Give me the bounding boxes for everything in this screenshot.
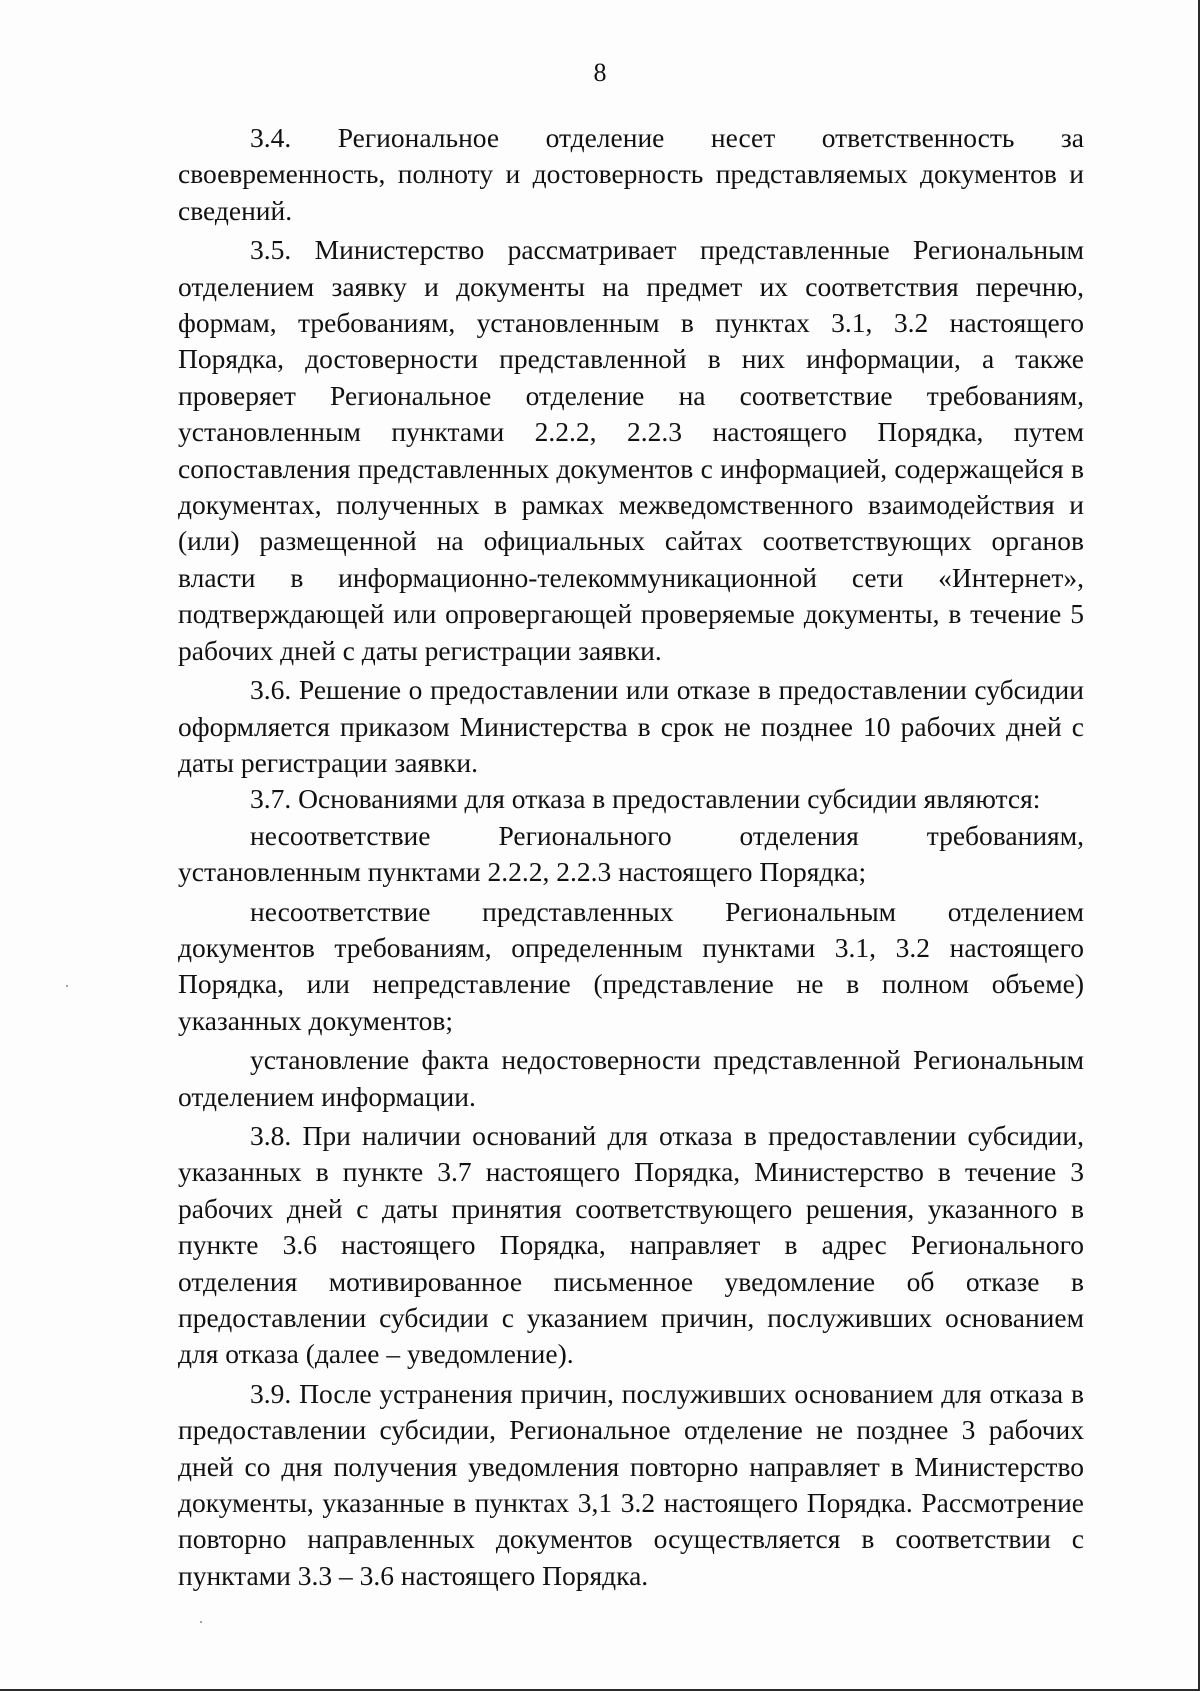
paragraph-3-5: 3.5. Министерство рассматривает представленные Региональным отделением заявку и документы на предмет их соответствия перечню, формам, требованиям, установленным в пунктах 3.1, 3.2 настоящего Порядка, достоверности представленной в них информации, а также проверяет Региональное отделение на соответствие требованиям, установленным пунктами 2.2.2, 2.2.3 настоящего Порядка, путем сопоставления представленных документов с информацией, содержащейся в документах, полученных в рамках межведомственного взаимодействия и (или) размещенной на официальных сайтах соответствующих органов власти в информационно-телекоммуникационной сети «Интернет», подтверждающей или опровергающей проверяемые документы, в течение 5 рабочих дней с даты регистрации заявки.	[178, 234, 1084, 666]
document-body	[178, 120, 1084, 1594]
paragraph-3-6: 3.6. Решение о предоставлении или отказе в предоставлении субсидии оформляется приказом Министерства в срок не позднее 10 рабочих дней с даты регистрации заявки.	[178, 674, 1084, 778]
paragraph-3-7-item-2: несоответствие представленных Региональным отделением документов требованиям, определенным пунктами 3.1, 3.2 настоящего Порядка, или непредставление (представление не в полном объеме) указанных документов;	[178, 895, 1084, 1036]
paragraph-3-7-item-3: установление факта недостоверности представленной Региональным отделением информации.	[178, 1044, 1084, 1112]
paragraph-3-7: 3.7. Основаниями для отказа в предоставлении субсидии являются:	[250, 783, 1041, 815]
scan-speck	[200, 1621, 202, 1623]
scan-speck	[66, 985, 68, 987]
paragraph-3-4: 3.4. Региональное отделение несет ответственность за своевременность, полноту и достоверность представляемых документов и сведений.	[178, 122, 1084, 226]
paragraph-3-8: 3.8. При наличии оснований для отказа в предоставлении субсидии, указанных в пункте 3.7 настоящего Порядка, Министерство в течение 3 рабочих дней с даты принятия соответствующего решения, указанного в пункте 3.6 настоящего Порядка, направляет в адрес Регионального отделения мотивированное письменное уведомление об отказе в предоставлении субсидии с указанием причин, послуживших основанием для отказа (далее – уведомление).	[178, 1119, 1084, 1370]
page-number: 8	[593, 58, 607, 87]
paragraph-3-9: 3.9. После устранения причин, послуживших основанием для отказа в предоставлении субсидии, Региональное отделение не позднее 3 рабочих дней со дня получения уведомления повторно направляет в Министерство документы, указанные в пунктах 3,1 3.2 настоящего Порядка. Рассмотрение повторно направленных документов осуществляется в соответствии с пунктами 3.3 – 3.6 настоящего Порядка.	[178, 1377, 1084, 1591]
paragraph-3-7-item-1: несоответствие Регионального отделения требованиям, установленным пунктами 2.2.2, 2.2.3 настоящего Порядка;	[178, 819, 1084, 888]
